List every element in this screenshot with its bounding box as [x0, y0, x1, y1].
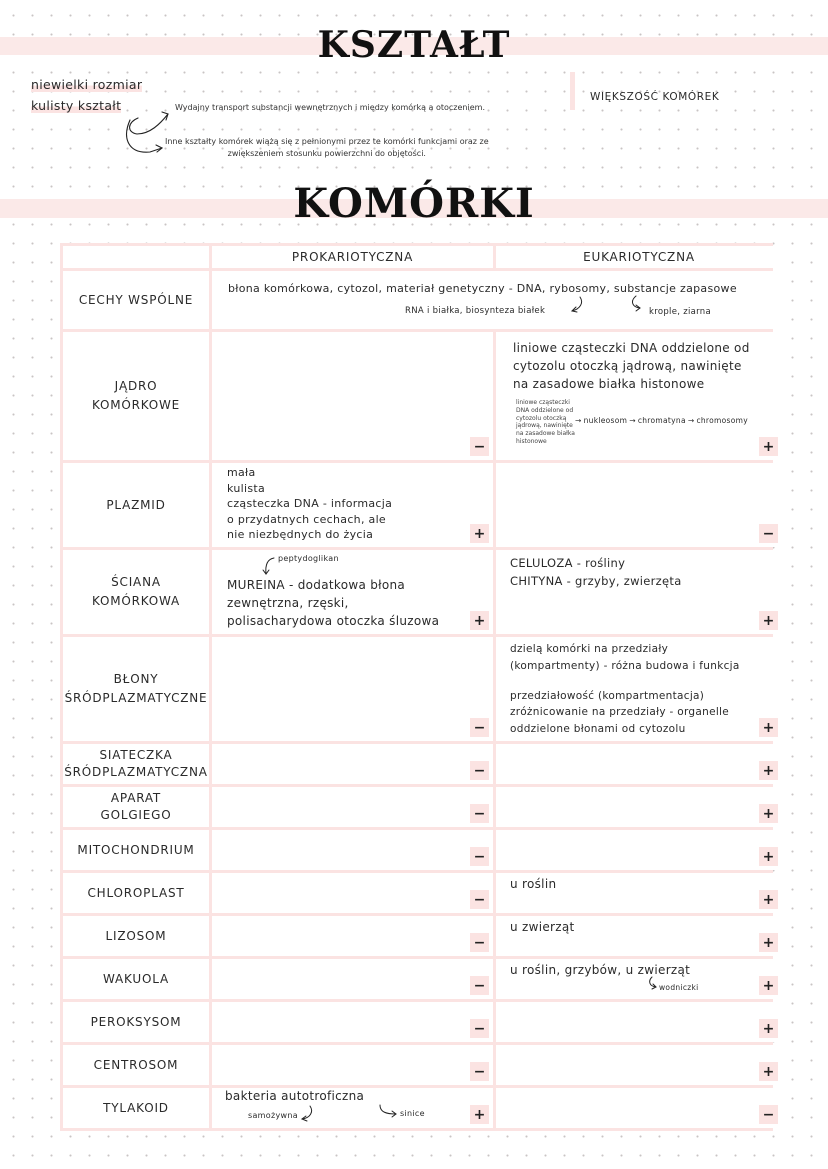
tiny-line2: DNA oddzielone od: [516, 406, 574, 414]
plasmid-euk: [496, 463, 782, 547]
row-label-chloroplast: CHLOROPLAST: [63, 873, 209, 913]
mito-euk: [496, 830, 782, 870]
nucleus-euk-line2: cytozolu otoczką jądrową, nawinięte: [513, 359, 742, 373]
plasmid-line1: mała: [227, 466, 256, 479]
row-label-golgi-l2: GOLGIEGO: [100, 808, 172, 822]
chain-arrow-1: →: [575, 416, 582, 425]
membranes-b-line3: oddzielone błonami od cytozolu: [510, 722, 686, 735]
nucleus-euk-line1: liniowe cząsteczki DNA oddzielone od: [513, 341, 750, 355]
vacuole-euk: [496, 959, 782, 999]
chain-arrow-2: →: [629, 416, 636, 425]
chloroplast-prok: [212, 873, 493, 913]
plasmid-line4: o przydatnych cechach, ale: [227, 512, 387, 526]
thylakoid-note-self: samożywna: [248, 1111, 298, 1120]
golgi-prok: [212, 787, 493, 827]
nucleus-euk-line3: na zasadowe białka histonowe: [513, 377, 705, 391]
membranes-b-line2: zróżnicowanie na przedziały - organelle: [510, 706, 730, 719]
membranes-euk-sign: +: [759, 718, 778, 737]
centrosome-prok-sign: −: [470, 1062, 489, 1081]
wall-prok-line2: zewnętrzna, rzęski,: [227, 596, 349, 610]
membranes-euk: [496, 637, 782, 741]
centrosome-prok: [212, 1045, 493, 1085]
golgi-prok-sign: −: [470, 804, 489, 823]
vacuole-prok-sign: −: [470, 976, 489, 995]
header-eukaryotic: EUKARIOTYCZNA: [496, 246, 782, 268]
shape-item-size-text: niewielki rozmiar: [31, 77, 143, 92]
row-label-common: CECHY WSPÓLNE: [63, 271, 209, 329]
chain-chromatin: chromatyna: [637, 416, 686, 425]
plasmid-line3: cząsteczka DNA - informacja: [227, 497, 393, 511]
arrow-to-transport: [130, 114, 168, 134]
arrow-to-shapes: [127, 120, 162, 152]
thylakoid-prok-text: bakteria autotroficzna: [225, 1089, 365, 1103]
mito-prok: [212, 830, 493, 870]
thylakoid-euk: [496, 1088, 782, 1128]
er-euk-sign: +: [759, 761, 778, 780]
row-label-centrosome: CENTROSOM: [63, 1045, 209, 1085]
arrow-to-transport-head: [162, 112, 168, 120]
note-other-shapes: [165, 136, 489, 160]
lysosome-euk-text: u zwierząt: [510, 920, 575, 934]
peroxisome-euk-sign: +: [759, 1019, 778, 1038]
common-note-rna: RNA i białka, biosynteza białek: [405, 306, 546, 316]
row-label-lysosome: LIZOSOM: [63, 916, 209, 956]
wall-prok-sign: +: [470, 611, 489, 630]
nucleus-prok-sign: −: [470, 437, 489, 456]
shape-item-round-text: kulisty kształt: [31, 98, 122, 113]
row-label-wall-l2: KOMÓRKOWA: [91, 594, 181, 608]
chloroplast-euk: [496, 873, 782, 913]
heading-shape: KSZTAŁT: [317, 24, 511, 66]
mito-prok-sign: −: [470, 847, 489, 866]
wall-peptido: peptydoglikan: [278, 554, 339, 563]
golgi-euk: [496, 787, 782, 827]
row-label-golgi: [63, 787, 209, 827]
wall-euk-line1: CELULOZA - rośliny: [510, 556, 626, 570]
tiny-line6: histonowe: [516, 437, 547, 445]
row-label-membranes-l1: BŁONY: [113, 672, 159, 687]
peroxisome-prok: [212, 1002, 493, 1042]
cell-comparison-table: [60, 243, 773, 1131]
chloroplast-euk-sign: +: [759, 890, 778, 909]
peroxisome-prok-sign: −: [470, 1019, 489, 1038]
membranes-euk-text-a: [510, 641, 740, 675]
vacuole-euk-note: wodniczki: [659, 983, 699, 992]
lysosome-euk: [496, 916, 782, 956]
thylakoid-prok: [212, 1088, 493, 1128]
shape-item-round: [31, 98, 121, 113]
nucleus-chain: [575, 416, 748, 427]
row-label-nucleus: [63, 332, 209, 460]
er-prok: [212, 744, 493, 784]
chain-nucleosome: nukleosom: [583, 416, 628, 425]
plasmid-prok-text: [227, 465, 392, 543]
row-label-peroxisome: PEROKSYSOM: [63, 1002, 209, 1042]
row-label-wall-l1: ŚCIANA: [111, 575, 161, 590]
row-label-membranes-l2: ŚRÓDPLAZMATYCZNE: [64, 691, 208, 705]
plasmid-euk-sign: −: [759, 524, 778, 543]
note-transport: Wydajny transport substancji wewnętrznych i między komórką a otoczeniem.: [175, 103, 485, 112]
common-note-arrows: [212, 271, 779, 329]
common-line: błona komórkowa, cytozol, materiał genetyczny - DNA, rybosomy, substancje zapasowe: [228, 282, 737, 295]
er-prok-sign: −: [470, 761, 489, 780]
shape-item-size: [31, 77, 142, 92]
row-label-golgi-l1: APARAT: [110, 790, 162, 805]
note-other-shapes-line1: Inne kształty komórek wiążą się z pełnionymi przez te komórki funkcjami oraz ze: [165, 137, 489, 146]
membranes-prok-sign: −: [470, 718, 489, 737]
chain-chromosomes: chromosomy: [696, 416, 748, 425]
tiny-line1: liniowe cząsteczki: [516, 399, 570, 406]
centrosome-euk-sign: +: [759, 1062, 778, 1081]
plasmid-prok: [212, 463, 493, 547]
er-euk: [496, 744, 782, 784]
right-label: WIĘKSZOŚĆ KOMÓREK: [590, 91, 720, 103]
wall-euk: [496, 550, 782, 634]
wall-prok: [212, 550, 493, 634]
wall-euk-sign: +: [759, 611, 778, 630]
vacuole-euk-sign: +: [759, 976, 778, 995]
arrow-to-shapes-head: [156, 145, 162, 152]
nucleus-euk-text: [513, 339, 750, 393]
plasmid-line2: kulista: [227, 481, 266, 495]
membranes-a-line1: dzielą komórki na przedziały: [510, 643, 669, 655]
note-other-shapes-line2: zwiększeniem stosunku powierzchni do objętości.: [227, 149, 426, 158]
row-label-plasmid: PLAZMID: [63, 463, 209, 547]
centrosome-euk: [496, 1045, 782, 1085]
common-note-drops: krople, ziarna: [649, 307, 711, 317]
membranes-euk-text-b: [510, 688, 729, 737]
row-label-nucleus-l1: JĄDRO: [114, 379, 158, 394]
row-label-mito: MITOCHONDRIUM: [63, 830, 209, 870]
header-corner: [63, 246, 209, 268]
wall-prok-line1: MUREINA - dodatkowa błona: [227, 578, 406, 592]
lysosome-euk-sign: +: [759, 933, 778, 952]
thylakoid-note-cyan: sinice: [400, 1109, 425, 1118]
tiny-line5: na zasadowe białka: [516, 430, 575, 438]
row-label-er-l2: ŚRÓDPLAZMATYCZNA: [64, 765, 208, 779]
row-label-er-l1: SIATECZKA: [99, 747, 173, 762]
plasmid-prok-sign: +: [470, 524, 489, 543]
chloroplast-prok-sign: −: [470, 890, 489, 909]
header-prokaryotic: PROKARIOTYCZNA: [212, 246, 493, 268]
vacuole-note-arrow: [496, 959, 782, 999]
wall-prok-text: [227, 576, 439, 630]
tiny-line3: cytozolu otoczką: [516, 414, 567, 422]
row-label-nucleus-l2: KOMÓRKOWE: [91, 398, 181, 412]
membranes-a-line2: (kompartmenty) - różna budowa i funkcja: [510, 659, 740, 672]
lysosome-prok-sign: −: [470, 933, 489, 952]
golgi-euk-sign: +: [759, 804, 778, 823]
vacuole-prok: [212, 959, 493, 999]
row-label-vacuole: WAKUOLA: [63, 959, 209, 999]
row-label-membranes: [63, 637, 209, 741]
chloroplast-euk-text: u roślin: [510, 877, 557, 891]
row-label-er: [63, 744, 209, 784]
vacuole-euk-text: u roślin, grzybów, u zwierząt: [510, 963, 691, 977]
divider-bar: [570, 72, 575, 110]
thylakoid-prok-sign: +: [470, 1105, 489, 1124]
nucleus-euk-sign: +: [759, 437, 778, 456]
chain-arrow-3: →: [687, 416, 695, 425]
plasmid-line5: nie niezbędnych do życia: [227, 528, 374, 542]
wall-euk-line2: CHITYNA - grzyby, zwierzęta: [510, 573, 682, 588]
membranes-prok: [212, 637, 493, 741]
peroxisome-euk: [496, 1002, 782, 1042]
thylakoid-arrows: [212, 1088, 493, 1128]
thylakoid-euk-sign: −: [759, 1105, 778, 1124]
nucleus-prok: [212, 332, 493, 460]
lysosome-prok: [212, 916, 493, 956]
tiny-line4: jądrową, nawinięte: [516, 422, 573, 430]
wall-prok-line3: polisacharydowa otoczka śluzowa: [227, 614, 440, 628]
membranes-b-line1: przedziałowość (kompartmentacja): [510, 690, 705, 702]
heading-cells: KOMÓRKI: [293, 180, 535, 227]
wall-euk-text: [510, 555, 682, 591]
nucleus-euk: [496, 332, 782, 460]
nucleus-tiny-desc: [516, 399, 575, 446]
mito-euk-sign: +: [759, 847, 778, 866]
common-content: [212, 271, 782, 329]
row-label-thylakoid: TYLAKOID: [63, 1088, 209, 1128]
row-label-wall: [63, 550, 209, 634]
